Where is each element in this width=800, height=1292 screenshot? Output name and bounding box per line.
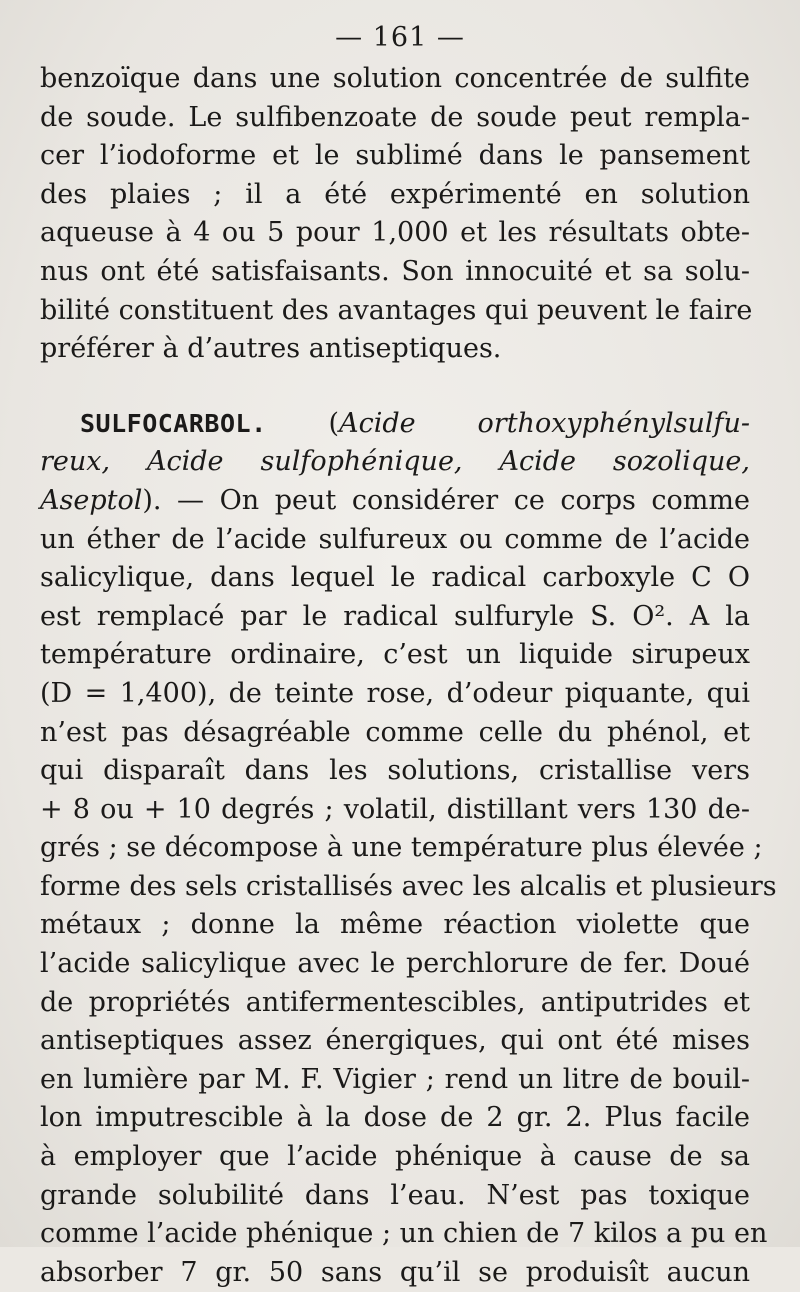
paragraph-antiseptics-continued xyxy=(40,60,753,369)
text-line: (D = 1,400), de teinte rose, d’odeur piquante, qui xyxy=(40,677,750,709)
text-line: des plaies ; il a été expérimenté en solution xyxy=(40,178,750,210)
text-line: bilité constituent des avantages qui peuvent le faire xyxy=(40,294,753,326)
text-line: forme des sels cristallisés avec les alcalis et plusieurs xyxy=(40,870,777,902)
page-number: — 161 — xyxy=(335,22,465,53)
text-line: + 8 ou + 10 degrés ; volatil, distillant vers 130 de- xyxy=(40,793,750,825)
text-line: n’est pas désagréable comme celle du phénol, et xyxy=(40,716,750,748)
text-line: absorber 7 gr. 50 sans qu’il se produisît aucun xyxy=(40,1256,750,1288)
text-line: cer l’iodoforme et le sublimé dans le pansement xyxy=(40,140,750,172)
text-line xyxy=(40,482,750,521)
paren-open: ( xyxy=(266,407,340,439)
text-line: en lumière par M. F. Vigier ; rend un litre de bouil- xyxy=(40,1063,750,1095)
text-line: de soude. Le sulfibenzoate de soude peut rempla- xyxy=(40,101,750,133)
text-fragment: ). — On peut considérer ce corps comme xyxy=(142,484,750,516)
synonyms-text: Acide orthoxyphénylsulfu- xyxy=(339,407,750,439)
text-line: température ordinaire, c’est un liquide sirupeux xyxy=(40,639,750,671)
text-line: métaux ; donne la même réaction violette que xyxy=(40,909,750,941)
text-line: qui disparaît dans les solutions, cristallise vers xyxy=(40,755,750,787)
text-line: aqueuse à 4 ou 5 pour 1,000 et les résultats obte- xyxy=(40,217,750,249)
synonyms-line: reux, Acide sulfophénique, Acide sozolique, xyxy=(40,446,750,478)
entry-title: SULFOCARBOL. xyxy=(80,408,267,438)
text-line: comme l’acide phénique ; un chien de 7 kilos a pu en xyxy=(40,1218,768,1250)
synonym-aseptol: Aseptol xyxy=(40,484,143,516)
text-line: préférer à d’autres antiseptiques. xyxy=(40,333,502,365)
entry-heading-line xyxy=(40,405,750,444)
text-line: est remplacé par le radical sulfuryle S. O². A la xyxy=(40,600,750,632)
paragraph-sulfocarbol xyxy=(40,405,777,1292)
text-line: benzoïque dans une solution concentrée de sulfite xyxy=(40,63,750,94)
text-line: salicylique, dans lequel le radical carboxyle C O xyxy=(40,562,750,594)
text-line: grande solubilité dans l’eau. N’est pas toxique xyxy=(40,1179,750,1211)
text-line: lon imputrescible à la dose de 2 gr. 2. Plus facile xyxy=(40,1102,750,1134)
text-line: de propriétés antifermentescibles, antiputrides et xyxy=(40,986,750,1018)
text-line: à employer que l’acide phénique à cause de sa xyxy=(40,1141,750,1173)
text-line: un éther de l’acide sulfureux ou comme de l’acide xyxy=(40,523,750,555)
paragraph-gap xyxy=(40,369,750,405)
text-line: nus ont été satisfaisants. Son innocuité et sa solu- xyxy=(40,255,750,287)
text-line: antiseptiques assez énergiques, qui ont été mises xyxy=(40,1025,750,1057)
text-line: grés ; se décompose à une température plus élevée ; xyxy=(40,832,763,864)
text-line: l’acide salicylique avec le perchlorure de fer. Doué xyxy=(40,948,750,980)
page-body xyxy=(40,60,777,1292)
